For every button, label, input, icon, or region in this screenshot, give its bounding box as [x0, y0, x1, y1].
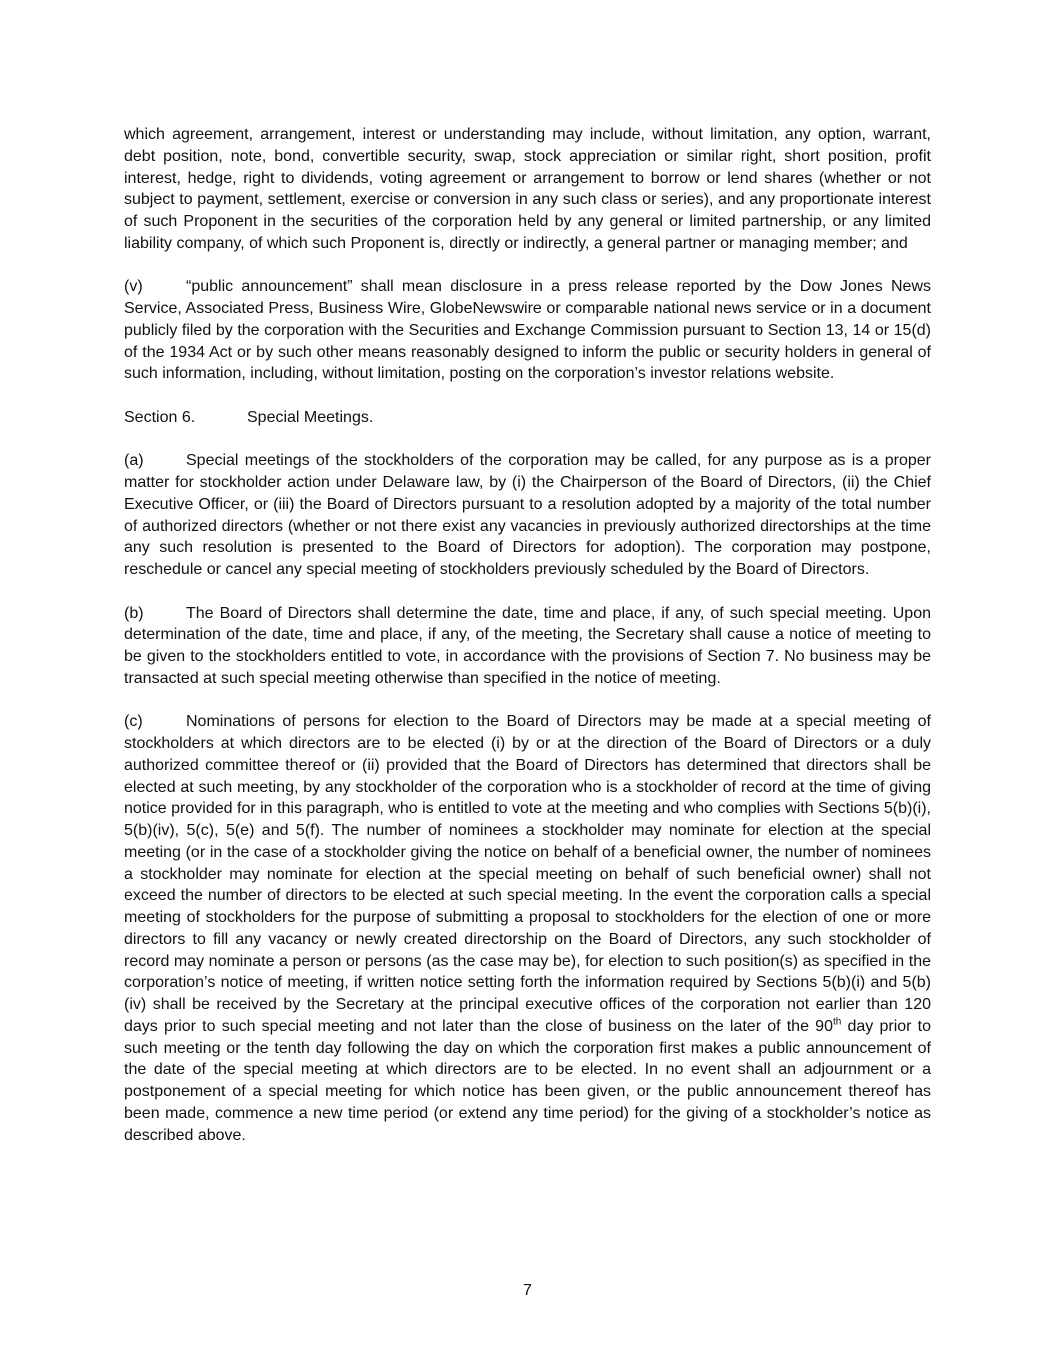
paragraph-continuation	[124, 124, 931, 255]
paragraph-label: (v)	[124, 278, 143, 296]
paragraph-text-part-1: Nominations of persons for election to the Board of Directors may be made at a special meeting of stockholders at which directors are to be elected (i) by or at the direction of the Board of Directors or a duly authorized committee thereof or (ii) provided that the Board of Directors has determined that directors shall be elected at such meeting, by any stockholder of the corporation who is a stockholder of record at the time of giving notice provided for in this paragraph, who is entitled to vote at the meeting and who complies with Sections 5(b)(i), 5(b)(iv), 5(c), 5(e) and 5(f). The number of nominees a stockholder may nominate for election at the special meeting (or in the case of a stockholder giving the notice on behalf of a beneficial owner, the number of nominees a stockholder may nominate for election at the special meeting on behalf of such beneficial owner) shall not exceed the number of directors to be elected at such special meeting. In the event the corporation calls a special meeting of stockholders for the purpose of submitting a proposal to stockholders for the election of one or more directors to fill any vacancy or newly created directorship on the Board of Directors, any such stockholder of record may nominate a person or persons (as the case may be), for election to such position(s) as specified in the corporation’s notice of meeting, if written notice setting forth the information required by Sections 5(b)(i) and 5(b)(iv) shall be received by the Secretary at the principal executive offices of the corporation not earlier than 120 days prior to such special meeting and not later than the close of business on the later of the 90	[124, 713, 931, 1035]
section-number: Section 6.	[124, 408, 196, 426]
section-heading	[124, 407, 931, 429]
paragraph-text: which agreement, arrangement, interest or understanding may include, without limitation, any option, warrant, debt position, note, bond, convertible security, swap, stock appreciation or similar right, short position, profit interest, hedge, right to dividends, voting agreement or arrangement to borrow or lend shares (whether or not subject to payment, settlement, exercise or conversion in any such class or series), and any proportionate interest of such Proponent in the securities of the corporation held by any general or limited partnership, or any limited liability company, of which such Proponent is, directly or indirectly, a general partner or managing member; and	[124, 126, 931, 252]
paragraph-text-part-2: day prior to such meeting or the tenth day following the day on which the corporation first makes a public announcement of the date of the special meeting at which directors are to be elected. In no event shall an adjournment or a postponement of a special meeting for which notice has been given, or the public announcement thereof has been made, commence a new time period (or extend any time period) for the giving of a stockholder’s notice as described above.	[124, 1017, 932, 1144]
section-title: Special Meetings.	[247, 408, 374, 426]
paragraph-v-public-announcement	[124, 276, 931, 385]
paragraph-text: “public announcement” shall mean disclosure in a press release reported by the Dow Jones News Service, Associated Press, Business Wire, GlobeNewswire or comparable national news service or in a document publicly filed by the corporation with the Securities and Exchange Commission pursuant to Section 13, 14 or 15(d) of the 1934 Act or by such other means reasonably designed to inform the public or security holders in general of such information, including, without limitation, posting on the corporation’s investor relations website.	[124, 278, 931, 383]
paragraph-label: (c)	[124, 713, 143, 731]
page-number: 7	[523, 1282, 532, 1299]
paragraph-label: (b)	[124, 604, 144, 622]
paragraph-c	[124, 711, 931, 1146]
document-body	[124, 124, 931, 1168]
paragraph-label: (a)	[124, 452, 144, 470]
paragraph-a	[124, 450, 931, 581]
paragraph-b	[124, 603, 931, 690]
paragraph-text: Special meetings of the stockholders of the corporation may be called, for any purpose as is a proper matter for stockholder action under Delaware law, by (i) the Chairperson of the Board of Directors, (ii) the Chief Executive Officer, or (iii) the Board of Directors pursuant to a resolution adopted by a majority of the total number of authorized directors (whether or not there exist any vacancies in previously authorized directorships at the time any such resolution is presented to the Board of Directors for adoption). The corporation may postpone, reschedule or cancel any special meeting of stockholders previously scheduled by the Board of Directors.	[124, 452, 931, 578]
paragraph-text: The Board of Directors shall determine the date, time and place, if any, of such special meeting. Upon determination of the date, time and place, if any, of the meeting, the Secretary shall cause a notice of meeting to be given to the stockholders entitled to vote, in accordance with the provisions of Section 7. No business may be transacted at such special meeting otherwise than specified in the notice of meeting.	[124, 604, 931, 687]
ordinal-superscript: th	[832, 1016, 842, 1028]
